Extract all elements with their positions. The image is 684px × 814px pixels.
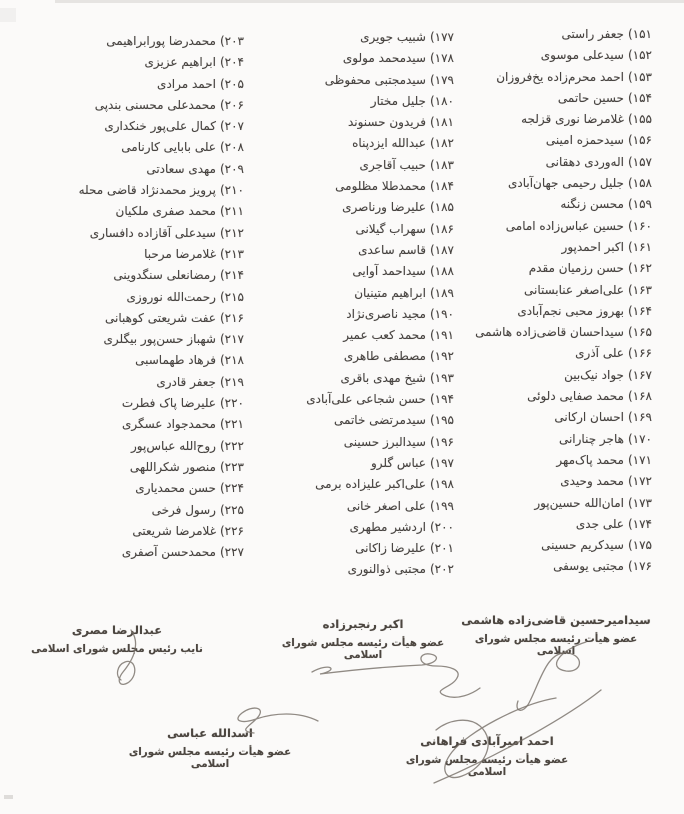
entry-number: ۱۸۷) <box>429 242 454 257</box>
entry-number: ۱۵۱) <box>627 27 652 41</box>
entry-number: ۱۸۴) <box>429 179 454 194</box>
list-entry <box>79 372 244 393</box>
entry-number: ۱۶۵) <box>627 325 652 340</box>
entry-number: ۱۸۵) <box>429 200 454 215</box>
list-entry <box>475 24 652 45</box>
entry-name: محسن زنگنه <box>560 197 624 212</box>
entry-name: عفت شریعتی کوهبانی <box>105 310 216 325</box>
list-entry <box>475 88 652 109</box>
list-entry <box>306 133 454 154</box>
entry-name: ابراهیم متینیان <box>354 285 426 300</box>
entry-number: ۱۶۹) <box>627 410 652 425</box>
signatory-name: اکبر رنجبرزاده <box>322 617 404 631</box>
entry-number: ۱۷۵) <box>627 538 652 553</box>
list-entry <box>306 27 454 48</box>
entry-number: ۲۰۷) <box>219 119 244 134</box>
list-entry <box>306 219 454 240</box>
entry-name: اردشیر مطهری <box>349 519 426 534</box>
list-entry <box>79 223 244 244</box>
entry-name: شبیب جویری <box>360 30 426 44</box>
entry-number: ۱۹۲) <box>429 349 454 364</box>
entry-number: ۱۸۲) <box>429 136 454 151</box>
list-entry <box>475 322 652 343</box>
entry-name: ابراهیم عزیزی <box>144 55 216 70</box>
entry-number: ۱۸۶) <box>429 221 454 236</box>
entry-name: سیدعلی موسوی <box>540 48 624 63</box>
list-entry <box>306 283 454 304</box>
entry-number: ۲۰۲) <box>429 562 454 577</box>
signatory-role: عضو هیأت رئیسه مجلس شورای اسلامی <box>405 754 569 778</box>
signatory-role: عضو هیأت رئیسه مجلس شورای اسلامی <box>128 746 292 770</box>
list-entry <box>306 432 454 453</box>
entry-name: هاجر چنارانی <box>558 431 624 446</box>
entry-number: ۲۲۱) <box>219 417 244 432</box>
list-entry <box>306 368 454 389</box>
entry-number: ۲۰۳) <box>219 34 244 48</box>
entry-name: مجتبی ذوالنوری <box>347 562 426 577</box>
entry-number: ۱۶۰) <box>627 218 652 233</box>
list-entry <box>475 343 652 364</box>
signature-block-amirabadi <box>392 735 582 778</box>
entry-name: علیرضا ورناصری <box>342 200 426 215</box>
entry-number: ۲۱۸) <box>219 353 244 368</box>
entry-number: ۲۰۹) <box>219 161 244 176</box>
list-entry <box>475 407 652 428</box>
entry-number: ۱۵۶) <box>627 133 652 148</box>
entry-name: جواد نیک‌بین <box>564 367 624 382</box>
list-entry <box>79 500 244 521</box>
entry-name: عبدالله ایزدپناه <box>352 136 426 151</box>
entry-number: ۲۲۴) <box>219 481 244 496</box>
list-entry <box>475 514 652 535</box>
entry-name: مجید ناصری‌نژاد <box>346 306 426 321</box>
entry-name: شیخ مهدی باقری <box>340 370 426 385</box>
entry-number: ۱۹۹) <box>429 498 454 513</box>
list-entry <box>306 155 454 176</box>
list-entry <box>79 52 244 73</box>
entry-name: علی‌اکبر علیزاده برمی <box>315 477 426 492</box>
list-entry <box>79 159 244 180</box>
list-entry <box>79 137 244 158</box>
entry-name: سیدمحمد مولوی <box>342 51 426 66</box>
signatory-name: سیدامیرحسین قاضی‌زاده هاشمی <box>461 613 651 627</box>
list-entry <box>306 176 454 197</box>
list-entry <box>306 112 454 133</box>
entry-name: رحمت‌الله نوروزی <box>126 289 216 304</box>
entry-name: پرویز محمدنژاد قاضی محله <box>78 183 216 198</box>
entry-name: جلیل رحیمی جهان‌آبادی <box>507 176 624 191</box>
entry-number: ۱۹۳) <box>429 370 454 385</box>
entry-name: محمدرضا پورابراهیمی <box>106 34 216 48</box>
entry-name: محمد صفایی دلوئی <box>527 389 624 404</box>
signatory-role: نایب رئیس مجلس شورای اسلامی <box>31 643 203 655</box>
entry-number: ۱۶۷) <box>627 367 652 382</box>
entry-name: مصطفی طاهری <box>343 349 426 364</box>
entry-name: عباس گلرو <box>370 455 426 470</box>
list-entry <box>306 70 454 91</box>
entry-number: ۱۹۵) <box>429 413 454 428</box>
entry-number: ۲۲۰) <box>219 396 244 411</box>
entry-name: محمدطلا مظلومی <box>335 179 426 194</box>
entry-number: ۱۵۹) <box>627 197 652 212</box>
entry-number: ۱۷۳) <box>627 495 652 510</box>
list-entry <box>306 304 454 325</box>
scan-artifact-dot <box>4 795 13 799</box>
entry-name: اکبر احمدپور <box>561 239 624 254</box>
list-entry <box>79 95 244 116</box>
entry-number: ۲۰۵) <box>219 76 244 91</box>
entry-number: ۲۱۴) <box>219 268 244 283</box>
entry-name: احسان ارکانی <box>554 410 624 425</box>
entry-name: جلیل مختار <box>370 93 426 108</box>
entry-name: غلامرضا نوری قزلجه <box>521 112 624 127</box>
entry-number: ۲۱۱) <box>219 204 244 219</box>
entry-name: محمدعلی محسنی بندپی <box>94 97 216 112</box>
entry-number: ۱۷۴) <box>627 516 652 531</box>
list-entry <box>79 457 244 478</box>
list-entry <box>475 130 652 151</box>
entry-name: کمال علی‌پور خنکداری <box>104 119 216 134</box>
entry-name: علی اصغر خانی <box>346 498 426 513</box>
list-entry <box>79 414 244 435</box>
entry-name: غلامرضا مرحبا <box>144 246 216 261</box>
list-entry <box>306 91 454 112</box>
entry-number: ۱۸۳) <box>429 157 454 172</box>
entry-number: ۱۹۱) <box>429 328 454 343</box>
entry-number: ۱۶۶) <box>627 346 652 361</box>
entry-number: ۱۶۳) <box>627 282 652 297</box>
list-entry <box>475 237 652 258</box>
entry-name: علیرضا پاک فطرت <box>121 396 216 411</box>
list-entry <box>306 496 454 517</box>
entry-number: ۱۷۱) <box>627 452 652 467</box>
signature-block-ranjbarzadeh <box>268 618 458 661</box>
entry-number: ۲۰۶) <box>219 97 244 112</box>
entry-name: سهراب گیلانی <box>355 221 426 236</box>
entry-number: ۱۶۴) <box>627 303 652 318</box>
list-entry <box>306 389 454 410</box>
entry-name: علی آذری <box>575 346 624 361</box>
entry-number: ۲۱۵) <box>219 289 244 304</box>
scan-artifact-smudge <box>0 8 16 22</box>
entry-name: شهباز حسن‌پور بیگلری <box>103 332 216 347</box>
list-entry <box>306 197 454 218</box>
signatory-role: عضو هیأت رئیسه مجلس شورای اسلامی <box>281 637 445 661</box>
entry-number: ۱۷۸) <box>429 51 454 66</box>
list-entry <box>475 471 652 492</box>
entry-number: ۱۹۴) <box>429 392 454 407</box>
list-entry <box>306 240 454 261</box>
entry-name: احمد مرادی <box>157 76 216 91</box>
entry-number: ۱۸۱) <box>429 115 454 130</box>
entry-number: ۱۸۸) <box>429 264 454 279</box>
list-entry <box>475 556 652 577</box>
entry-name: جعفر قادری <box>156 374 216 389</box>
entry-name: محمد صفری ملکیان <box>115 204 216 219</box>
list-entry <box>79 350 244 371</box>
list-entry <box>79 478 244 499</box>
signature-block-mesri <box>22 624 212 655</box>
list-entry <box>79 308 244 329</box>
list-entry <box>475 194 652 215</box>
entry-name: حسن محمدیاری <box>135 481 216 496</box>
list-entry <box>306 48 454 69</box>
signature-block-abbasi <box>115 727 305 770</box>
entry-name: رسول فرخی <box>151 502 216 517</box>
entry-number: ۱۵۲) <box>627 48 652 63</box>
list-entry <box>79 329 244 350</box>
entry-name: فریدون حسنوند <box>347 115 426 130</box>
entry-name: سیدحمزه امینی <box>545 133 624 148</box>
entry-number: ۲۲۶) <box>219 523 244 538</box>
entry-name: علیرضا زاکانی <box>355 541 426 556</box>
entry-name: فرهاد طهماسبی <box>135 353 216 368</box>
entry-name: محمدحسن آصفری <box>121 545 216 560</box>
list-entry <box>79 521 244 542</box>
entry-name: علی بابایی کارنامی <box>121 140 216 155</box>
entry-name: محمد کعب عمیر <box>343 328 426 343</box>
entry-number: ۱۸۹) <box>429 285 454 300</box>
entry-name: حسن شجاعی علی‌آبادی <box>306 392 426 407</box>
entry-number: ۱۹۸) <box>429 477 454 492</box>
entry-name: سیدکریم حسینی <box>541 538 624 553</box>
name-list-column-left <box>79 31 244 563</box>
entry-number: ۲۱۷) <box>219 332 244 347</box>
list-entry <box>306 453 454 474</box>
list-entry <box>306 538 454 559</box>
entry-number: ۱۸۰) <box>429 93 454 108</box>
entry-number: ۲۲۵) <box>219 502 244 517</box>
list-entry <box>306 346 454 367</box>
entry-name: سیدمرتضی خاتمی <box>334 413 426 428</box>
entry-name: احمد محرم‌زاده یخ‌فروزان <box>496 69 624 84</box>
list-entry <box>306 474 454 495</box>
entry-number: ۲۱۲) <box>219 225 244 240</box>
entry-name: سیدمجتبی محفوظی <box>324 72 426 87</box>
list-entry <box>79 201 244 222</box>
entry-number: ۲۲۷) <box>219 545 244 560</box>
list-entry <box>79 265 244 286</box>
entry-number: ۱۹۰) <box>429 306 454 321</box>
entry-number: ۲۲۳) <box>219 459 244 474</box>
entry-number: ۱۵۸) <box>627 176 652 191</box>
entry-number: ۲۱۹) <box>219 374 244 389</box>
entry-number: ۲۰۰) <box>429 519 454 534</box>
entry-number: ۱۷۹) <box>429 72 454 87</box>
entry-name: سیدعلی آقازاده دافساری <box>89 225 216 240</box>
list-entry <box>475 152 652 173</box>
entry-number: ۲۰۸) <box>219 140 244 155</box>
signatory-name: اسدالله عباسی <box>167 726 253 740</box>
entry-number: ۱۵۳) <box>627 69 652 84</box>
list-entry <box>79 287 244 308</box>
entry-number: ۲۱۰) <box>219 183 244 198</box>
entry-number: ۱۶۸) <box>627 389 652 404</box>
list-entry <box>475 301 652 322</box>
entry-number: ۱۶۱) <box>627 239 652 254</box>
entry-name: جعفر راستی <box>561 27 624 41</box>
list-entry <box>475 493 652 514</box>
list-entry <box>475 535 652 556</box>
list-entry <box>475 365 652 386</box>
entry-name: روح‌الله عباس‌پور <box>131 438 216 453</box>
list-entry <box>306 325 454 346</box>
entry-name: مهدی سعادتی <box>146 161 216 176</box>
list-entry <box>475 280 652 301</box>
entry-name: امان‌الله حسین‌پور <box>534 495 624 510</box>
entry-name: محمدجواد عسگری <box>121 417 216 432</box>
signatory-role: عضو هیأت رئیسه مجلس شورای اسلامی <box>474 633 638 657</box>
name-list-column-middle <box>306 27 454 581</box>
list-entry <box>475 173 652 194</box>
entry-name: سیداحمد آوایی <box>352 264 426 279</box>
entry-name: علی‌اصغر عنابستانی <box>523 282 624 297</box>
list-entry <box>79 180 244 201</box>
entry-number: ۱۹۷) <box>429 455 454 470</box>
list-entry <box>475 67 652 88</box>
entry-name: علی جدی <box>575 516 624 531</box>
list-entry <box>306 410 454 431</box>
signatory-name: عبدالرضا مصری <box>71 623 163 637</box>
entry-name: محمد پاک‌مهر <box>556 452 624 467</box>
entry-name: بهروز محبی نجم‌آبادی <box>517 303 624 318</box>
entry-name: اله‌وردی دهقانی <box>545 154 624 169</box>
list-entry <box>475 386 652 407</box>
entry-name: حسین حاتمی <box>557 90 624 105</box>
entry-number: ۱۵۴) <box>627 90 652 105</box>
list-entry <box>79 436 244 457</box>
list-entry <box>306 559 454 580</box>
entry-number: ۲۱۶) <box>219 310 244 325</box>
list-entry <box>79 116 244 137</box>
entry-number: ۲۰۴) <box>219 55 244 70</box>
entry-name: محمد وحیدی <box>560 474 624 489</box>
entry-name: سیداحسان قاضی‌زاده هاشمی <box>475 325 624 340</box>
list-entry <box>79 31 244 52</box>
list-entry <box>79 393 244 414</box>
name-list-column-right <box>475 24 652 578</box>
entry-number: ۱۶۲) <box>627 261 652 276</box>
entry-name: حسن رزمیان مقدم <box>528 261 624 276</box>
list-entry <box>475 109 652 130</box>
entry-number: ۱۷۶) <box>627 559 652 574</box>
entry-name: رمضانعلی سنگدوینی <box>113 268 216 283</box>
list-entry <box>306 517 454 538</box>
entry-name: حبیب آقاجری <box>359 157 426 172</box>
list-entry <box>79 74 244 95</box>
entry-name: منصور شکراللهی <box>129 459 216 474</box>
entry-number: ۲۲۲) <box>219 438 244 453</box>
entry-number: ۱۵۵) <box>627 112 652 127</box>
entry-name: غلامرضا شریعتی <box>132 523 216 538</box>
list-entry <box>79 542 244 563</box>
list-entry <box>475 216 652 237</box>
entry-name: سیدالبرز حسینی <box>343 434 426 449</box>
entry-number: ۱۷۰) <box>627 431 652 446</box>
entry-number: ۱۷۲) <box>627 474 652 489</box>
entry-name: مجتبی یوسفی <box>553 559 624 574</box>
entry-number: ۱۵۷) <box>627 154 652 169</box>
list-entry <box>475 258 652 279</box>
list-entry <box>475 429 652 450</box>
list-entry <box>475 45 652 66</box>
list-entry <box>475 450 652 471</box>
entry-number: ۲۰۱) <box>429 541 454 556</box>
entry-name: حسین عباس‌زاده امامی <box>505 218 624 233</box>
scan-artifact-top-band <box>55 0 684 3</box>
signature-block-qazizadeh <box>456 614 656 657</box>
entry-name: قاسم ساعدی <box>358 242 426 257</box>
entry-number: ۱۷۷) <box>429 30 454 44</box>
entry-number: ۱۹۶) <box>429 434 454 449</box>
entry-number: ۲۱۳) <box>219 246 244 261</box>
list-entry <box>79 244 244 265</box>
list-entry <box>306 261 454 282</box>
signatory-name: احمد امیرآبادی فراهانی <box>420 734 554 748</box>
